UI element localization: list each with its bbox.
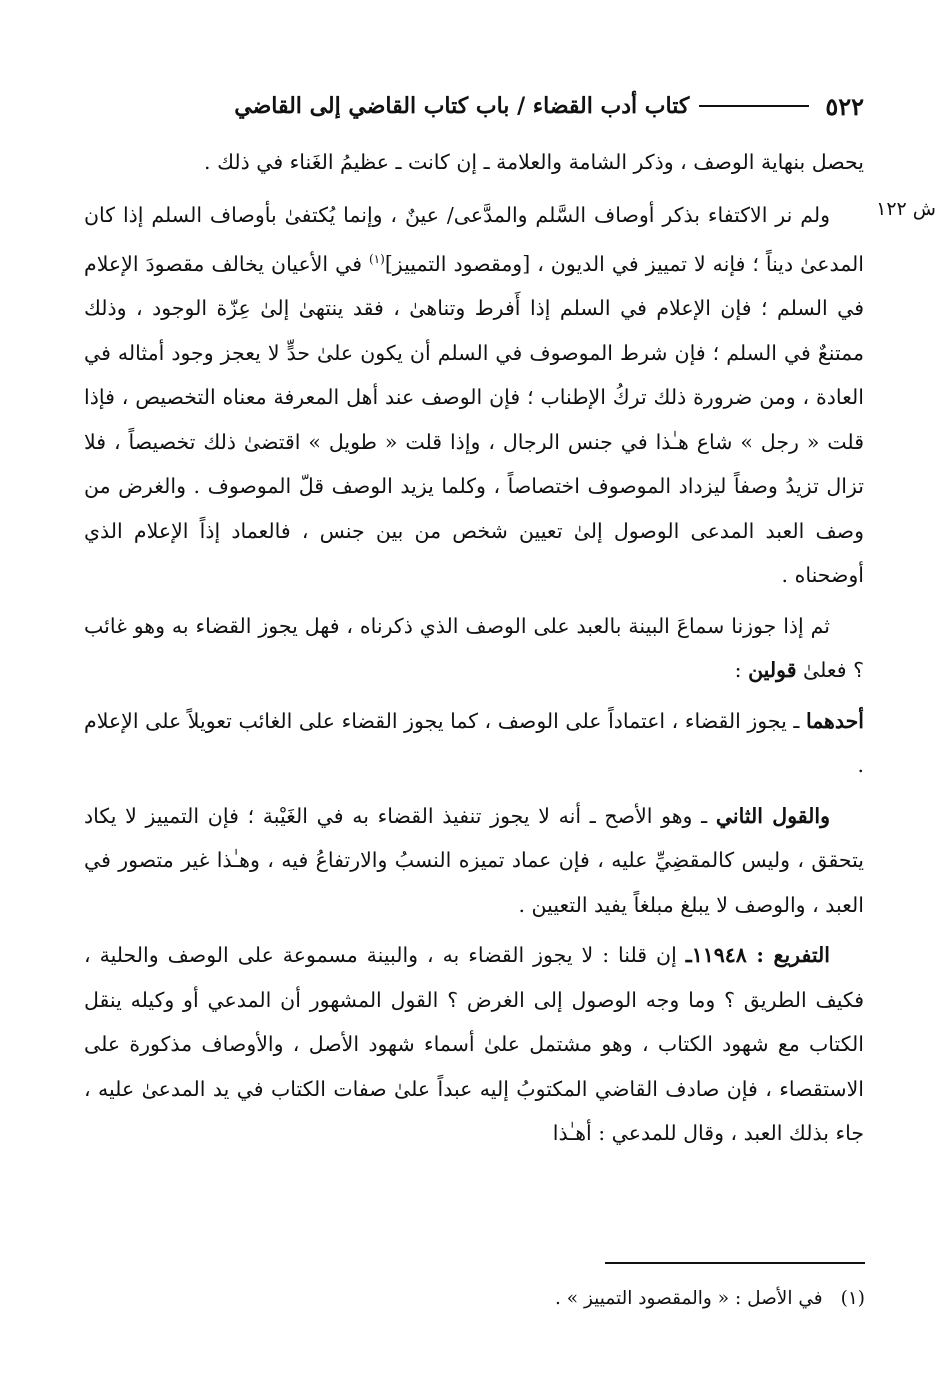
footnote-number: (١) — [840, 1288, 865, 1309]
bold-term: قولين — [748, 658, 797, 683]
page-number: ٥٢٢ — [825, 91, 864, 121]
paragraph — [84, 193, 864, 598]
bold-term: التفريع : ١١٩٤٨ـ — [685, 943, 830, 968]
footnote-text: في الأصل : « والمقصود التمييز » . — [555, 1288, 823, 1309]
paragraph-text: ثم إذا جوزنا سماعَ البينة بالعبد على الوصف الذي ذكرناه ، فهل يجوز القضاء به وهو غائب ؟ فعلىٰ — [84, 613, 864, 683]
paragraph-text: : — [734, 658, 749, 683]
paragraph-text: ولم نر الاكتفاء بذكر أوصاف السَّلم والمدَّعى/ عينٌ ، وإنما يُكتفىٰ بأوصاف السلم إذا كان المدعىٰ ديناً ؛ فإنه لا تمييز في الديون ، [ومقصود التمييز] — [84, 202, 864, 276]
running-header — [84, 86, 864, 126]
paragraph-text: في الأعيان يخالف مقصودَ الإعلام في السلم ؛ فإن الإعلام في السلم إذا أَفرط وتناهىٰ ، فقد ينتهىٰ إلىٰ عِزّة الوجود ، وذلك ممتنعٌ في السلم ؛ فإن شرط الموصوف في السلم أن يكون علىٰ حدٍّ لا يعجز وجود أمثاله في العادة ، ومن ضرورة ذلك تركُ الإطناب ؛ فإن الوصف عند أهل المعرفة معناه التخصيص ، فإذا قلت « رجل » شاع هـٰذا في جنس الرجال ، وإذا قلت « طويل » اقتضىٰ ذلك تخصيصاً ، فلا تزال تزيدُ وصفاً ليزداد الموصوف اختصاصاً ، وكلما يزيد الوصف قلّ الموصوف . والغرض من وصف العبد المدعى الوصول إلىٰ تعيين شخص من بين جنس ، فالعماد إذاً الإعلام الذي أوضحناه . — [84, 251, 864, 588]
footnote-reference: (١) — [368, 252, 385, 266]
paragraph — [84, 794, 864, 928]
footnote-rule — [605, 1262, 865, 1264]
bold-term: والقول الثاني — [715, 803, 830, 828]
margin-note: ش ١٢٢ — [876, 198, 936, 220]
body-text — [84, 140, 864, 1162]
header-rule — [699, 105, 809, 107]
paragraph — [84, 933, 864, 1156]
paragraph-text: إن قلنا : لا يجوز القضاء به ، والبينة مسموعة على الوصف والحلية ، فكيف الطريق ؟ وما وجه الوصول إلى الغرض ؟ القول المشهور أن المدعي أو وكيله ينقل الكتاب مع شهود الكتاب ، وهو مشتمل علىٰ أسماء شهود الأصل ، والأوصاف مذكورة على الاستقصاء ، فإن صادف القاضي المكتوبُ إليه عبداً علىٰ صفات الكتاب في يد المدعىٰ عليه ، جاء بذلك العبد ، وقال للمدعي : أهـٰذا — [84, 943, 864, 1146]
paragraph-text: ـ وهو الأصح ـ أنه لا يجوز تنفيذ القضاء به في الغَيْبة ؛ فإن التمييز لا يكاد يتحقق ، وليس كالمقضِيِّ عليه ، فإن عماد تميزه النسبُ والارتفاعُ فيه ، وهـٰذا غير متصور في العبد ، والوصف لا يبلغ مبلغاً يفيد التعيين . — [84, 803, 864, 917]
paragraph — [84, 699, 864, 788]
bold-term: أحدهما — [805, 708, 864, 733]
footnote — [555, 1288, 865, 1309]
running-title: كتاب أدب القضاء / باب كتاب القاضي إلى القاضي — [234, 93, 690, 119]
paragraph — [84, 604, 864, 693]
paragraph-text: ـ يجوز القضاء ، اعتماداً على الوصف ، كما يجوز القضاء على الغائب تعويلاً على الإعلام . — [84, 708, 864, 778]
paragraph-continuation: يحصل بنهاية الوصف ، وذكر الشامة والعلامة ـ إن كانت ـ عظيمُ الغَناء في ذلك . — [204, 150, 864, 174]
